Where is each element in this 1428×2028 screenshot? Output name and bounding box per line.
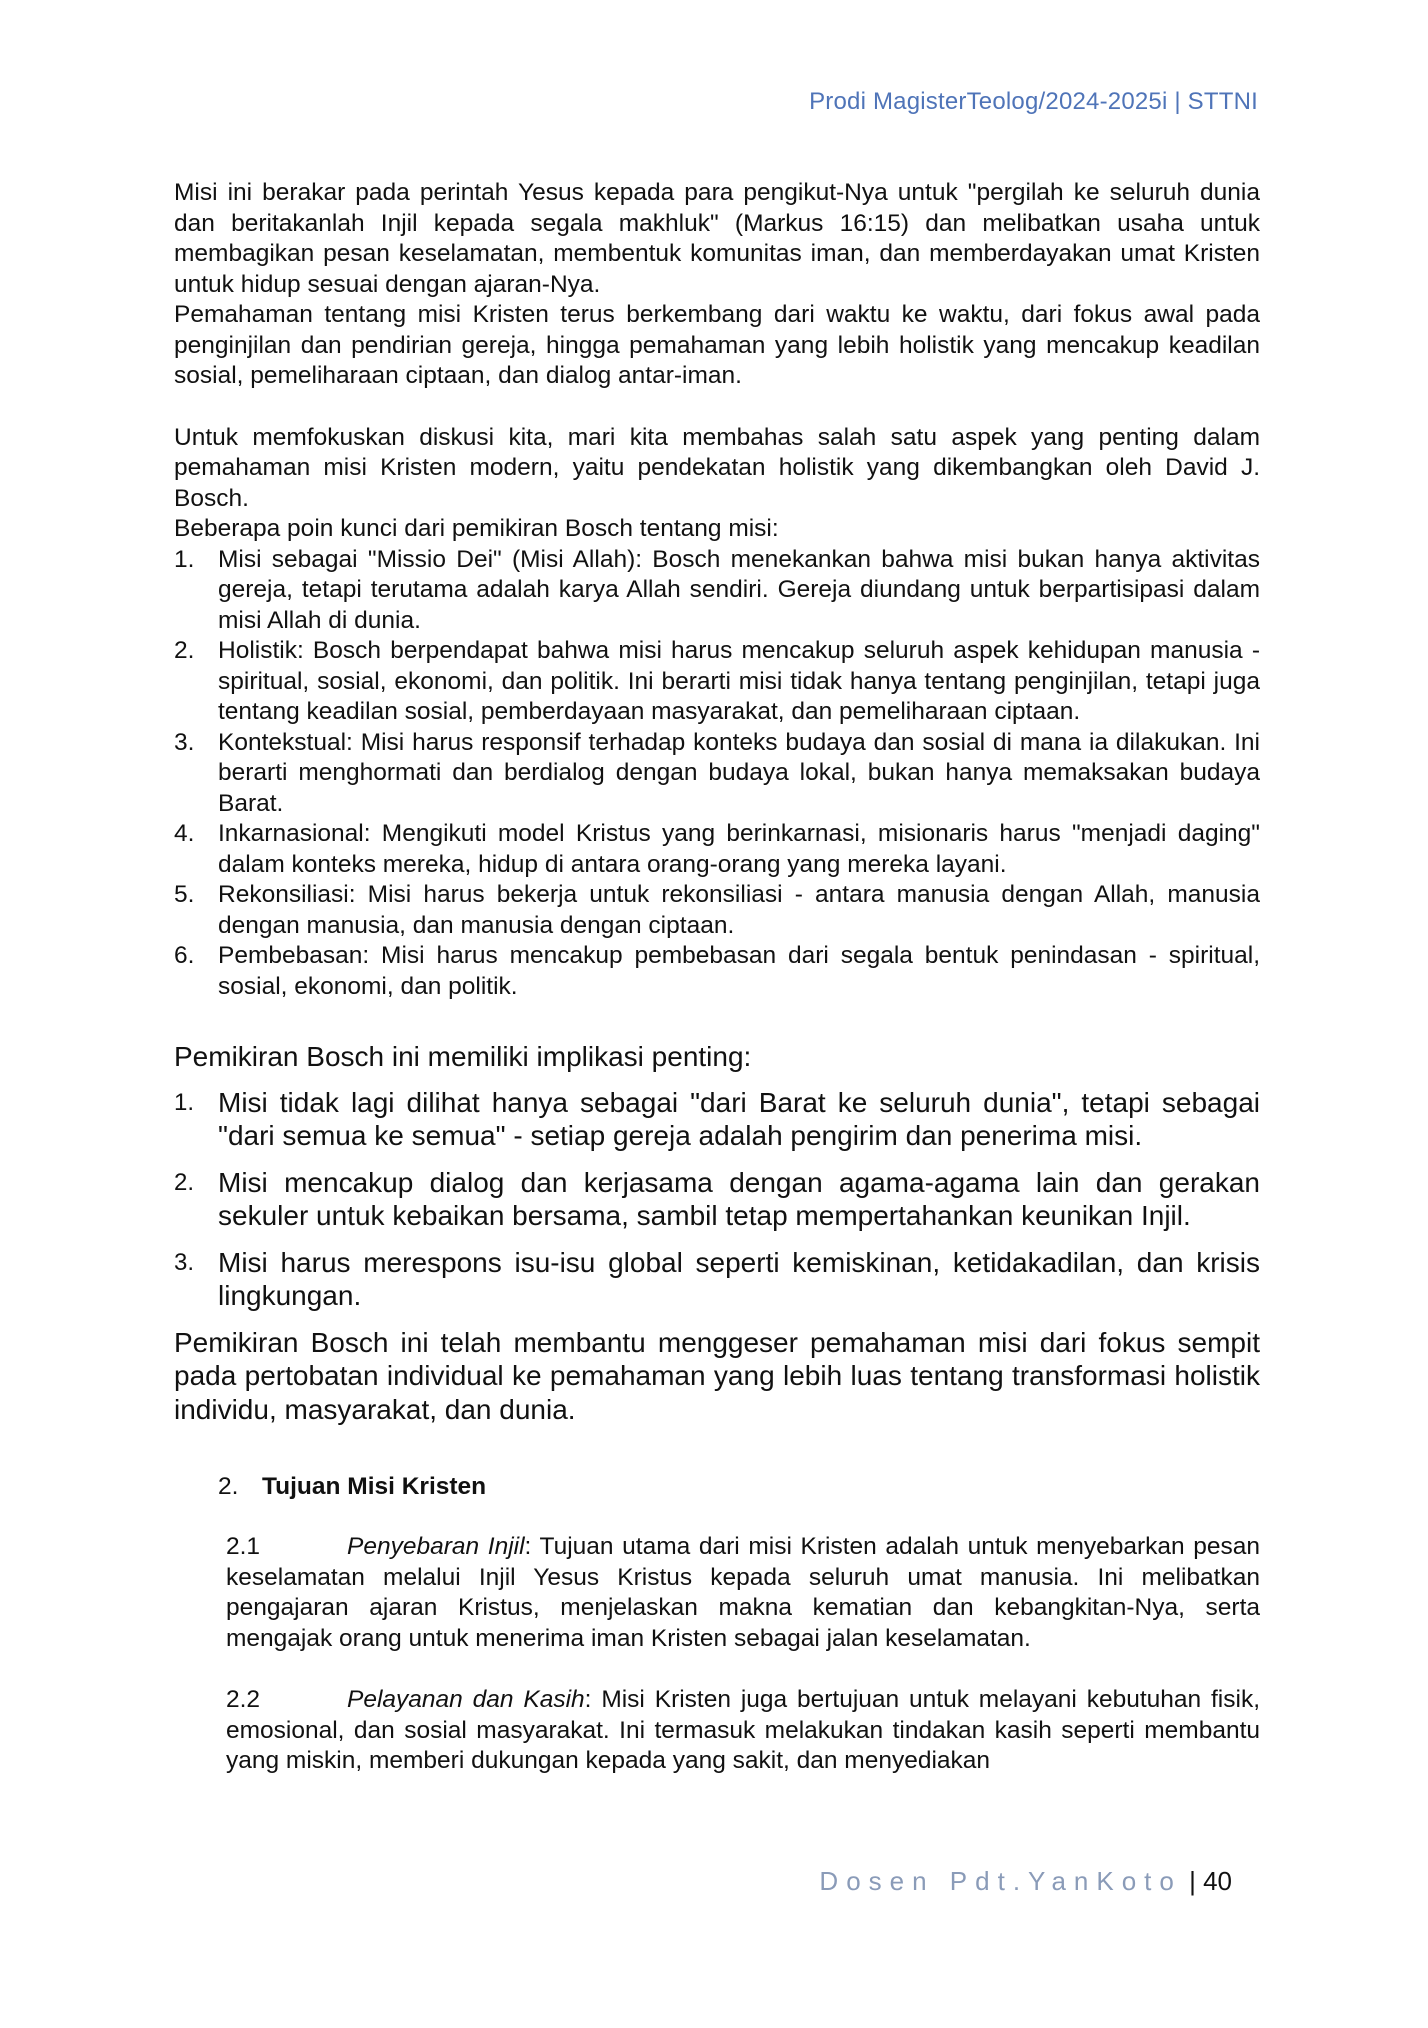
subsection-2-1: 2.1 Penyebaran Injil: Tujuan utama dari misi Kristen adalah untuk menyebarkan pesan keselamatan melalui Injil Yesus Kristus kepada seluruh umat manusia. Ini melibatkan pengajaran ajaran Kristus, menjelaskan makna kematian dan kebangkitan-Nya, serta mengajak orang untuk menerima iman Kristen sebagai jalan keselamatan.	[226, 1533, 1261, 1652]
footer-separator: |	[1181, 1866, 1204, 1896]
subsection-term: Pelayanan dan Kasih	[347, 1686, 585, 1713]
list-item: 3. Misi harus merespons isu-isu global seperti kemiskinan, ketidakadilan, dan krisis lingkungan.	[174, 1246, 1260, 1311]
bosch-points-list	[174, 545, 1260, 1003]
list-item: 1. Misi sebagai "Missio Dei" (Misi Allah): Bosch menekankan bahwa misi bukan hanya aktivitas gereja, tetapi terutama adalah karya Allah sendiri. Gereja diundang untuk berpartisipasi dalam misi Allah di dunia.	[174, 545, 1260, 634]
page-header: Prodi MagisterTeolog/2024-2025i | STTNI	[809, 88, 1258, 115]
list-item: 2. Misi mencakup dialog dan kerjasama dengan agama-agama lain dan gerakan sekuler untuk kebaikan bersama, sambil tetap mempertahankan keunikan Injil.	[174, 1166, 1260, 1231]
subsection-term: Penyebaran Injil	[347, 1533, 525, 1560]
list-item: 3. Kontekstual: Misi harus responsif terhadap konteks budaya dan sosial di mana ia dilakukan. Ini berarti menghormati dan berdialog dengan budaya lokal, bukan hanya memaksakan budaya Barat.	[174, 728, 1260, 817]
paragraph-bosch-points-intro: Beberapa poin kunci dari pemikiran Bosch tentang misi:	[174, 515, 779, 542]
list-item: 2. Holistik: Bosch berpendapat bahwa misi harus mencakup seluruh aspek kehidupan manusia - spiritual, sosial, ekonomi, dan politik. Ini berarti misi tidak hanya tentang penginjilan, tetapi juga tentang keadilan sosial, pemberdayaan masyarakat, dan pemeliharaan ciptaan.	[174, 637, 1260, 725]
page-number: 40	[1203, 1866, 1232, 1896]
section-title: Tujuan Misi Kristen	[262, 1473, 487, 1500]
conclusion-paragraph: Pemikiran Bosch ini telah membantu menggeser pemahaman misi dari fokus sempit pada pertobatan individual ke pemahaman yang lebih luas tentang transformasi holistik individu, masyarakat, dan dunia.	[174, 1326, 1260, 1425]
implications-list	[174, 1086, 1260, 1313]
list-item: 1. Misi tidak lagi dilihat hanya sebagai "dari Barat ke seluruh dunia", tetapi sebagai "dari semua ke semua" - setiap gereja adalah pengirim dan penerima misi.	[174, 1086, 1260, 1151]
implications-intro: Pemikiran Bosch ini memiliki implikasi penting:	[174, 1041, 752, 1072]
subsection-2-2: 2.2 Pelayanan dan Kasih: Misi Kristen juga bertujuan untuk melayani kebutuhan fisik, emosional, dan sosial masyarakat. Ini termasuk melakukan tindakan kasih seperti membantu yang miskin, memberi dukungan kepada yang sakit, dan menyediakan	[226, 1686, 1260, 1774]
page-content	[174, 178, 1260, 1777]
paragraph-bosch-focus: Untuk memfokuskan diskusi kita, mari kita membahas salah satu aspek yang penting dalam pemahaman misi Kristen modern, yaitu pendekatan holistik yang dikembangkan oleh David J. Bosch.	[174, 423, 1260, 512]
list-item: 6. Pembebasan: Misi harus mencakup pembebasan dari segala bentuk penindasan - spiritual, sosial, ekonomi, dan politik.	[174, 942, 1260, 1000]
list-item: 4. Inkarnasional: Mengikuti model Kristus yang berinkarnasi, misionaris harus "menjadi daging" dalam konteks mereka, hidup di antara orang-orang yang mereka layani.	[174, 820, 1260, 878]
footer-lecturer: Dosen Pdt.YanKoto	[819, 1866, 1182, 1896]
page-footer	[819, 1866, 1232, 1897]
paragraph-mission-development: Pemahaman tentang misi Kristen terus berkembang dari waktu ke waktu, dari fokus awal pada penginjilan dan pendirian gereja, hingga pemahaman yang lebih holistik yang mencakup keadilan sosial, pemeliharaan ciptaan, dan dialog antar-iman.	[174, 301, 1260, 389]
list-item: 5. Rekonsiliasi: Misi harus bekerja untuk rekonsiliasi - antara manusia dengan Allah, manusia dengan manusia, dan manusia dengan ciptaan.	[174, 881, 1260, 939]
paragraph-mission-roots: Misi ini berakar pada perintah Yesus kepada para pengikut-Nya untuk "pergilah ke seluruh dunia dan beritakanlah Injil kepada segala makhluk" (Markus 16:15) dan melibatkan usaha untuk membagikan pesan keselamatan, membentuk komunitas iman, dan memberdayakan umat Kristen untuk hidup sesuai dengan ajaran-Nya.	[174, 179, 1260, 298]
section-number: 2.	[218, 1473, 239, 1500]
section-heading	[174, 1472, 1260, 1502]
